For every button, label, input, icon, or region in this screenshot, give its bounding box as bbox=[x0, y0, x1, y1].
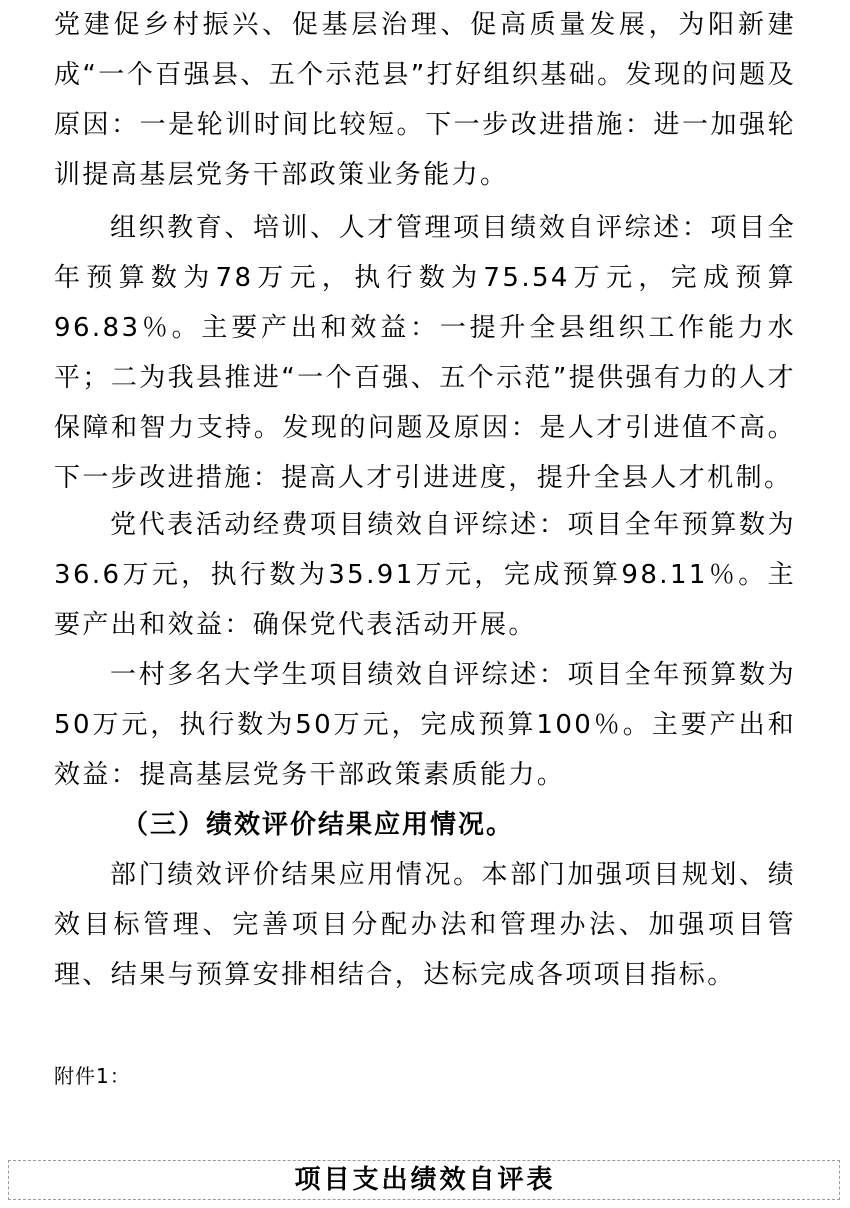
paragraph-party-building-continuation: 党建促乡村振兴、促基层治理、促高质量发展，为阳新建成“一个百强县、五个示范县”打好组织基础。发现的问题及原因：一是轮训时间比较短。下一步改进措施：进一加强轮训提高基层党务干部政策业务能力。 bbox=[54, 10, 796, 190]
section-subheading: （三）绩效评价结果应用情况。 bbox=[122, 810, 515, 840]
attachment-label: 附件1： bbox=[54, 1064, 131, 1088]
paragraph-party-representative-activity: 党代表活动经费项目绩效自评综述：项目全年预算数为36.6万元，执行数为35.91万元，完成预算98.11％。主要产出和效益：确保党代表活动开展。 bbox=[54, 510, 796, 640]
paragraph-education-training-talent: 组织教育、培训、人才管理项目绩效自评综述：项目全年预算数为78万元，执行数为75.54万元，完成预算96.83％。主要产出和效益：一提升全县组织工作能力水平；二为我县推进“一个百强、五个示范”提供强有力的人才保障和智力支持。发现的问题及原因：是人才引进值不高。下一步改进措施：提高人才引进进度，提升全县人才机制。 bbox=[54, 213, 796, 493]
paragraph-village-college-students: 一村多名大学生项目绩效自评综述：项目全年预算数为50万元，执行数为50万元，完成预算100％。主要产出和效益：提高基层党务干部政策素质能力。 bbox=[54, 660, 796, 790]
table-title: 项目支出绩效自评表 bbox=[294, 1165, 556, 1195]
paragraph-results-application: 部门绩效评价结果应用情况。本部门加强项目规划、绩效目标管理、完善项目分配办法和管理办法、加强项目管理、结果与预算安排相结合，达标完成各项项目指标。 bbox=[54, 860, 796, 990]
